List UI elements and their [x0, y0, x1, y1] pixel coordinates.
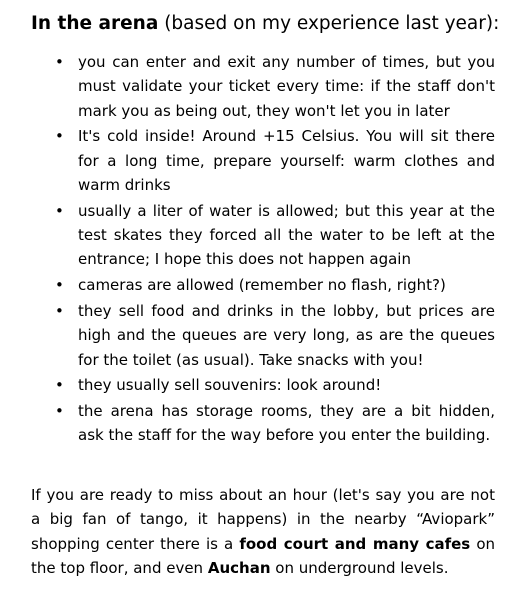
bullet-icon: •	[55, 376, 64, 395]
tips-list	[0, 50, 524, 449]
bullet-icon: •	[55, 276, 64, 295]
paragraph-highlight-food: food court and many cafes	[239, 534, 471, 553]
heading-subtitle: (based on my experience last year):	[158, 13, 500, 34]
bullet-icon: •	[55, 53, 64, 71]
list-item	[0, 299, 524, 372]
paragraph-text-2: on the top floor, and even	[31, 534, 496, 577]
list-item-text: you can enter and exit any number of times, but you must validate your ticket every time: if the staff don't mark you as being out, they won't let you in later	[78, 53, 495, 120]
list-item-text: usually a liter of water is allowed; but this year at the test skates they forced all the water to be left at the entrance; I hope this does not happen again	[78, 201, 495, 269]
list-item	[0, 273, 524, 297]
list-item-text: they usually sell souvenirs: look around!	[78, 376, 382, 395]
section-heading	[31, 11, 511, 37]
bullet-icon: •	[55, 301, 64, 320]
list-item	[0, 399, 524, 448]
bullet-icon: •	[55, 402, 64, 421]
list-item	[0, 50, 524, 123]
bullet-icon: •	[55, 201, 64, 220]
list-item	[0, 373, 524, 397]
bullet-icon: •	[55, 127, 64, 146]
list-item-text: the arena has storage rooms, they are a bit hidden, ask the staff for the way before you enter the building.	[78, 402, 495, 445]
paragraph-text-1: If you are ready to miss about an hour (let's say you are not a big fan of tango, it happens) in the nearby “Aviopark” shopping center there is a	[31, 486, 495, 553]
list-item-text: cameras are allowed (remember no flash, right?)	[78, 276, 446, 295]
paragraph-text-3: on underground levels.	[270, 558, 449, 577]
heading-title: In the arena	[31, 13, 159, 34]
list-item-text: they sell food and drinks in the lobby, but prices are high and the queues are very long, as are the queues for the toilet (as usual). Take snacks with you!	[78, 301, 495, 369]
list-item	[0, 124, 524, 197]
list-item	[0, 199, 524, 272]
list-item-text: It's cold inside! Around +15 Celsius. You will sit there for a long time, prepare yourself: warm clothes and warm drinks	[78, 127, 495, 194]
closing-paragraph	[31, 483, 495, 580]
paragraph-highlight-auchan: Auchan	[207, 558, 271, 577]
